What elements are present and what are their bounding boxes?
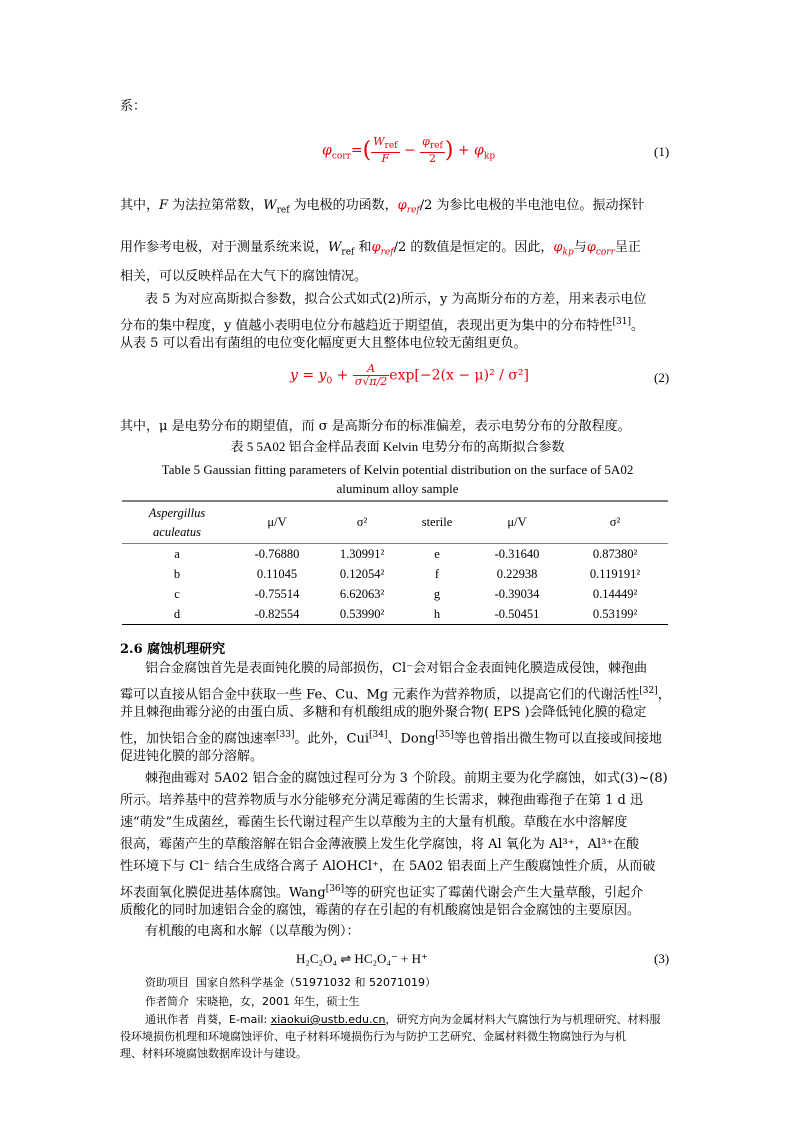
header-line: aculeatus (153, 524, 201, 539)
footnote-corresponding-line2: 役环境损伤机理和环境腐蚀评价、电子材料环境损伤行为与防护工艺研究、金属材料微生物腐蚀行为与机 (120, 1030, 626, 1043)
eq1-num2: φ (422, 135, 430, 148)
para5-line6 (120, 880, 675, 902)
cell: h (433, 606, 441, 621)
table-row (122, 584, 668, 604)
footnote-label: 作者简介 (145, 995, 189, 1008)
citation: [35] (435, 730, 454, 740)
cell: b (173, 566, 181, 581)
citation: [32] (639, 686, 658, 696)
text: 。此外，Cui (294, 731, 369, 747)
header-sterile: sterile (421, 515, 453, 529)
eq1-close-paren: ) (444, 138, 454, 164)
text: 和 (354, 240, 372, 255)
cell: 0.14449² (592, 586, 638, 601)
header-aspergillus (122, 501, 232, 544)
footnote-text: 宋晓艳，女，2001 年生，硕士生 (196, 995, 360, 1008)
header-sigma-1: σ² (356, 515, 368, 529)
var-phi-corr: φ (586, 240, 596, 255)
cell: 0.12054² (339, 566, 385, 581)
cell: 0.53990² (339, 606, 385, 621)
cell: 0.87380² (592, 546, 638, 561)
var-W: W (328, 240, 342, 255)
var-phi-kp: φ (553, 240, 563, 255)
header-mu-2: μ/V (507, 515, 527, 529)
cell: -0.76880 (254, 546, 300, 561)
var-phi-kp-sub: kp (562, 247, 574, 258)
eq1-rhs-sub: kp (483, 151, 496, 162)
var-phi-corr-sub: corr (595, 247, 615, 258)
para5-line3: 速“萌发”生成菌丝，霉菌生长代谢过程产生以草酸为主的大量有机酸。草酸在水中溶解度 (120, 815, 628, 830)
cell: 0.22938 (496, 566, 538, 581)
citation: [33] (276, 730, 295, 740)
eq1-open-paren: ( (362, 138, 372, 164)
eq1-minus: − (403, 142, 416, 159)
eq2-frac (353, 363, 389, 388)
eq1-lhs-sub: corr (331, 151, 351, 162)
para5-line1: 棘孢曲霉对 5A02 铝合金的腐蚀过程可分为 3 个阶段。前期主要为化学腐蚀，如式(3)~(8) (145, 771, 668, 786)
para5-line7: 质酸化的同时加速铝合金的腐蚀，霉菌的存在引起的有机酸腐蚀是铝合金腐蚀的主要原因。 (120, 903, 641, 918)
citation: [31] (612, 317, 631, 327)
equation-3: H₂C₂O₄ ⇌ HC₂O₄⁻ + H⁺ (296, 951, 428, 966)
para1-line1 (120, 197, 675, 220)
text: 、Dong (387, 731, 436, 747)
text: 。 (630, 318, 644, 334)
eq2-plus: + (332, 367, 353, 384)
text: 用作参考电极，对于测量系统来说， (120, 240, 329, 255)
para5-line2: 所示。培养基中的营养物质与水分能够充分满足霉菌的生长需求，棘孢曲霉孢子在第 1 d 迅 (120, 793, 643, 808)
cell: 1.30991² (339, 546, 385, 561)
header-mu-1: μ/V (267, 515, 287, 529)
para2-line2 (120, 313, 675, 335)
cell: g (433, 586, 441, 601)
eq2-num: A (367, 362, 376, 375)
header-line: Aspergillus (148, 505, 206, 520)
eq1-den1: F (381, 152, 390, 166)
var-W-sub: ref (341, 247, 355, 258)
text: 其中， (120, 198, 160, 213)
equation-2-number: (2) (654, 370, 670, 385)
para5-line5: 性环境下与 Cl⁻ 结合生成络合离子 AlOHCl⁺，在 5A02 铝表面上产生酸腐蚀性介质，从而破 (120, 859, 656, 874)
para4-line5: 促进钝化膜的部分溶解。 (120, 749, 264, 764)
para1-line2 (120, 239, 675, 262)
cell: 0.119191² (589, 566, 641, 581)
var-F: F (159, 198, 169, 213)
section-number: 2.6 (120, 642, 143, 657)
cell: -0.31640 (494, 546, 540, 561)
footnote-label: 通讯作者 (145, 1013, 189, 1026)
equation-1 (322, 136, 495, 165)
cell: d (173, 606, 181, 621)
intro-fragment: 系： (120, 99, 147, 114)
text: 等也曾指出微生物可以直接或间接地 (453, 731, 662, 747)
cell: 0.53199² (592, 606, 638, 621)
cell: -0.39034 (494, 586, 540, 601)
footnote-corresponding (145, 1011, 661, 1028)
cell: 0.11045 (256, 566, 298, 581)
footnote-author (145, 993, 360, 1010)
para1-line3: 相关，可以反映样品在大气下的腐蚀情况。 (120, 269, 368, 284)
footnote-text: 肖葵，E-mail: (196, 1013, 271, 1026)
text: 呈正 (614, 240, 641, 255)
footnote-text: ，研究方向为金属材料大气腐蚀行为与机理研究、材料服 (385, 1013, 661, 1026)
eq1-num2-sub: ref (429, 141, 443, 152)
eq2-lhs-sub: 0 (326, 376, 333, 387)
citation: [36] (325, 884, 345, 894)
para4-line3: 并且棘孢曲霉分泌的由蛋白质、多糖和有机酸组成的胞外聚合物( EPS )会降低钝化膜的稳定 (120, 705, 647, 720)
table5-caption-en-1: Table 5 Gaussian fitting parameters of Kelvin potential distribution on the surface of 5A02 (161, 462, 634, 477)
footnote-funding (145, 974, 436, 991)
para5-line4: 很高，霉菌产生的草酸溶解在铝合金薄液膜上发生化学腐蚀，将 Al 氧化为 Al³⁺，Al³⁺在酸 (120, 837, 640, 852)
cell: 6.62063² (339, 586, 385, 601)
text: 为电极的功函数， (289, 198, 398, 213)
text: /2 的数值是恒定的。因此， (393, 240, 554, 255)
footnote-label: 资助项目 (145, 976, 189, 989)
var-phi-ref-sub: ref (406, 205, 420, 216)
eq1-equals: = (350, 142, 363, 159)
table-row (122, 604, 668, 625)
text: 等的研究也证实了霉菌代谢会产生大量草酸，引起介 (344, 885, 644, 901)
header-sigma-2: σ² (609, 515, 621, 529)
citation: [34] (368, 730, 388, 740)
eq2-den: σ√π/2 (354, 375, 388, 388)
email-link[interactable]: xiaokui@ustb.edu.cn (270, 1013, 386, 1026)
cell: -0.50451 (494, 606, 540, 621)
table5 (122, 500, 668, 625)
table-row (122, 544, 668, 565)
eq1-plus: + (457, 142, 470, 159)
table-row (122, 564, 668, 584)
table5-caption-en-2: aluminum alloy sample (336, 481, 459, 496)
footnote-corresponding-line3: 理、材料环境腐蚀数据库设计与建设。 (120, 1047, 307, 1060)
section-heading (120, 638, 225, 657)
eq1-num1: W (373, 135, 385, 148)
equation-1-number: (1) (654, 144, 670, 159)
para4-line4 (120, 726, 675, 748)
para4-line1: 铝合金腐蚀首先是表面钝化膜的局部损伤，Cl⁻会对铝合金表面钝化膜造成侵蚀，棘孢曲 (145, 661, 647, 676)
cell: -0.82554 (254, 606, 300, 621)
text: 坏表面氧化膜促进基体腐蚀。Wang (120, 885, 326, 901)
equation-2 (290, 363, 529, 388)
cell: c (174, 586, 180, 601)
table5-caption-cn: 表 5 5A02 铝合金样品表面 Kelvin 电势分布的高斯拟合参数 (230, 439, 565, 454)
eq1-lhs: φ (322, 142, 332, 159)
eq1-frac1 (371, 136, 399, 165)
var-phi-ref: φ (397, 198, 407, 213)
text: 霉可以直接从铝合金中获取一些 Fe、Cu、Mg 元素作为营养物质，以提高它们的代谢活性 (120, 687, 640, 703)
para2-line3: 从表 5 可以看出有菌组的电位变化幅度更大且整体电位较无菌组更负。 (120, 336, 527, 351)
var-phi-ref: φ (371, 240, 381, 255)
text: 分布的集中程度，y 值越小表明电位分布越趋近于期望值，表现出更为集中的分布特性 (120, 318, 613, 334)
eq2-exp: exp[−2(x − μ)² / σ²] (389, 367, 529, 384)
cell: -0.75514 (254, 586, 300, 601)
eq1-num1-sub: ref (384, 141, 398, 152)
table-header-row (122, 501, 668, 544)
equation-3-number: (3) (654, 951, 670, 966)
para2-line1: 表 5 为对应高斯拟合参数，拟合公式如式(2)所示，y 为高斯分布的方差，用来表示电位 (145, 292, 647, 307)
section-title: 腐蚀机理研究 (147, 642, 226, 657)
eq1-frac2 (420, 136, 445, 165)
var-W-sub: ref (276, 205, 290, 216)
para3: 其中，μ 是电势分布的期望值，而 σ 是高斯分布的标准偏差，表示电势分布的分散程度。 (120, 419, 631, 434)
var-phi-ref-sub: ref (380, 247, 394, 258)
eq1-rhs: φ (474, 142, 484, 159)
text: 与 (573, 240, 587, 255)
cell: a (174, 546, 180, 561)
cell: f (434, 566, 440, 581)
text: 为法拉第常数， (168, 198, 264, 213)
text: /2 为参比电极的半电池电位。振动探针 (419, 198, 645, 213)
para6: 有机酸的电离和水解（以草酸为例）： (145, 924, 360, 939)
text: ， (657, 687, 671, 703)
footnote-text: 国家自然科学基金（51971032 和 52071019） (196, 976, 436, 989)
para4-line2 (120, 682, 675, 704)
cell: e (434, 546, 440, 561)
eq2-lhs: y = y (290, 367, 327, 384)
eq1-den2: 2 (428, 152, 436, 166)
var-W: W (263, 198, 277, 213)
text: 性，加快铝合金的腐蚀速率 (120, 731, 277, 747)
